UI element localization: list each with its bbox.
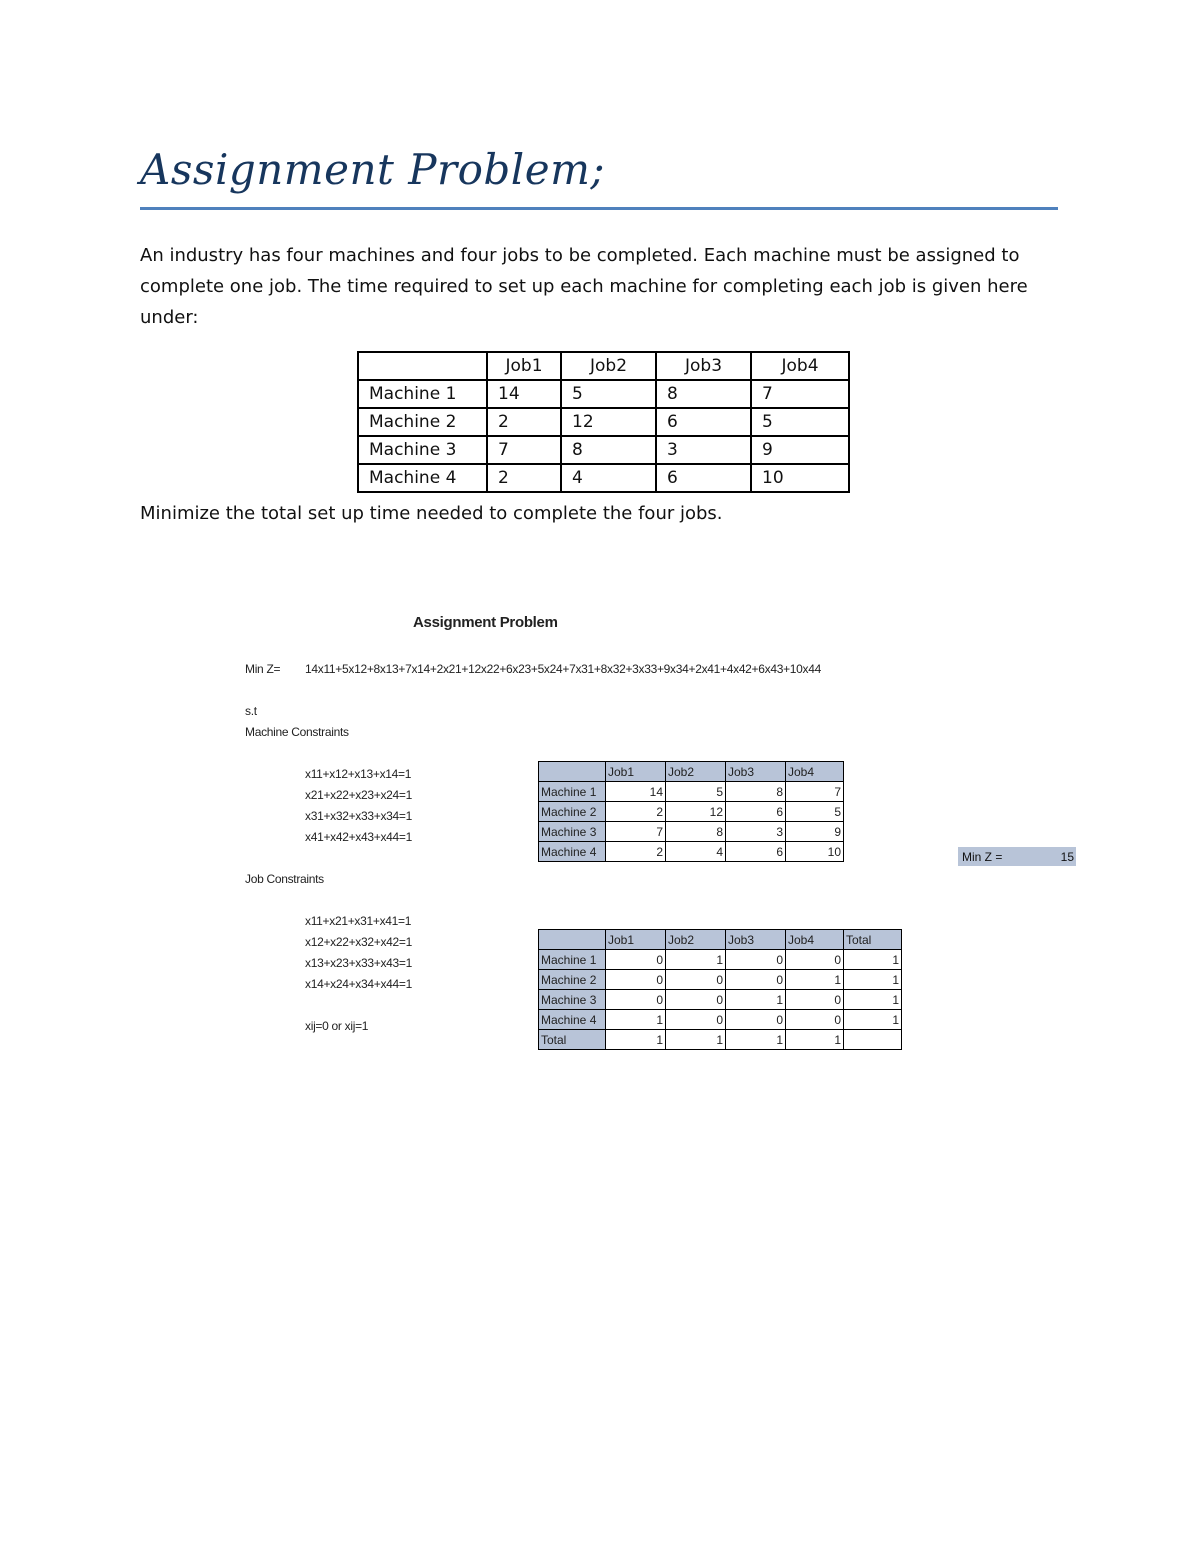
grid-row <box>539 782 844 802</box>
job-constraint: x12+x22+x32+x42=1 <box>305 935 412 949</box>
grid-cell: 1 <box>844 1010 902 1030</box>
table-cell: 5 <box>751 408 849 436</box>
job-constraint: x14+x24+x34+x44=1 <box>305 977 412 991</box>
grid-cell: 1 <box>606 1030 666 1050</box>
grid-cell: 1 <box>786 1030 844 1050</box>
grid-cell: 1 <box>844 990 902 1010</box>
table-cell: 2 <box>487 408 561 436</box>
grid-cell: 0 <box>726 970 786 990</box>
grid-cell: 8 <box>666 822 726 842</box>
grid-cell: 5 <box>786 802 844 822</box>
grid-cell: 0 <box>786 990 844 1010</box>
row-label: Machine 3 <box>358 436 487 464</box>
grid-cell: 0 <box>726 1010 786 1030</box>
grid-row <box>539 1010 902 1030</box>
grid-cell: 0 <box>606 990 666 1010</box>
grid-cell: 8 <box>726 782 786 802</box>
grid-cell: 0 <box>726 950 786 970</box>
table-cell: 7 <box>751 380 849 408</box>
minimize-statement: Minimize the total set up time needed to complete the four jobs. <box>140 503 723 524</box>
grid-header-row <box>539 762 844 782</box>
row-label: Machine 2 <box>358 408 487 436</box>
table-cell: 6 <box>656 464 751 492</box>
objective-label: Min Z= <box>245 662 281 676</box>
assignment-grid <box>538 929 902 1050</box>
grid-cell: 5 <box>666 782 726 802</box>
grid-row <box>539 970 902 990</box>
grid-row <box>539 990 902 1010</box>
table-cell: 6 <box>656 408 751 436</box>
row-label: Machine 4 <box>358 464 487 492</box>
table-row <box>358 464 849 492</box>
table-cell: 10 <box>751 464 849 492</box>
grid-cell: 2 <box>606 802 666 822</box>
machine-constraint: x11+x12+x13+x14=1 <box>305 767 412 781</box>
grid-cell: 9 <box>786 822 844 842</box>
grid-cell: 1 <box>786 970 844 990</box>
table-header-row <box>358 352 849 380</box>
grid-row <box>539 822 844 842</box>
grid-cell: 2 <box>606 842 666 862</box>
cost-grid <box>538 761 844 862</box>
grid-header-cell: Job2 <box>666 930 726 950</box>
table-row <box>358 408 849 436</box>
grid-cell <box>844 1030 902 1050</box>
grid-row-label: Machine 2 <box>539 802 606 822</box>
grid-header-cell: Job1 <box>606 762 666 782</box>
grid-cell: 1 <box>666 950 726 970</box>
grid-cell: 0 <box>786 1010 844 1030</box>
table-cell: 7 <box>487 436 561 464</box>
grid-cell: 0 <box>666 970 726 990</box>
table-row <box>358 380 849 408</box>
grid-row <box>539 950 902 970</box>
table-cell: 8 <box>561 436 656 464</box>
setup-time-table <box>357 351 850 493</box>
machine-constraint: x31+x32+x33+x34=1 <box>305 809 412 823</box>
grid-row <box>539 842 844 862</box>
job-constraint: x11+x21+x31+x41=1 <box>305 914 412 928</box>
table-cell: 2 <box>487 464 561 492</box>
grid-cell: 1 <box>606 1010 666 1030</box>
document-title: Assignment Problem; <box>140 145 606 194</box>
title-underline <box>140 207 1058 210</box>
grid-cell: 0 <box>666 990 726 1010</box>
table-header-cell: Job4 <box>751 352 849 380</box>
grid-cell: 7 <box>606 822 666 842</box>
grid-cell: 14 <box>606 782 666 802</box>
grid-cell: 0 <box>786 950 844 970</box>
min-z-value: 15 <box>1060 850 1074 864</box>
grid-cell: 6 <box>726 842 786 862</box>
grid-row-label: Machine 4 <box>539 1010 606 1030</box>
grid-cell: 0 <box>606 950 666 970</box>
machine-constraint: x21+x22+x23+x24=1 <box>305 788 412 802</box>
table-header-cell <box>358 352 487 380</box>
intro-paragraph: An industry has four machines and four jobs to be completed. Each machine must be assigned to complete one job. The time required to set up each machine for completing each job is given here under: <box>140 245 1028 328</box>
grid-header-cell: Job4 <box>786 762 844 782</box>
job-constraint: x13+x23+x33+x43=1 <box>305 956 412 970</box>
table-cell: 5 <box>561 380 656 408</box>
grid-cell: 1 <box>844 950 902 970</box>
grid-cell: 10 <box>786 842 844 862</box>
job-constraints-label: Job Constraints <box>245 872 324 886</box>
grid-header-cell <box>539 930 606 950</box>
machine-constraints-label: Machine Constraints <box>245 725 349 739</box>
table-header-cell: Job3 <box>656 352 751 380</box>
grid-cell: 0 <box>666 1010 726 1030</box>
grid-header-row <box>539 930 902 950</box>
table-header-cell: Job2 <box>561 352 656 380</box>
grid-cell: 0 <box>606 970 666 990</box>
grid-cell: 1 <box>726 990 786 1010</box>
grid-row <box>539 1030 902 1050</box>
subject-to-label: s.t <box>245 704 257 718</box>
grid-row-label: Machine 1 <box>539 782 606 802</box>
table-header-cell: Job1 <box>487 352 561 380</box>
table-cell: 4 <box>561 464 656 492</box>
grid-header-cell <box>539 762 606 782</box>
grid-header-cell: Job2 <box>666 762 726 782</box>
min-z-label: Min Z = <box>962 850 1003 864</box>
table-cell: 8 <box>656 380 751 408</box>
grid-row-label: Total <box>539 1030 606 1050</box>
grid-header-cell: Job4 <box>786 930 844 950</box>
grid-cell: 12 <box>666 802 726 822</box>
table-cell: 3 <box>656 436 751 464</box>
grid-cell: 1 <box>666 1030 726 1050</box>
grid-row-label: Machine 1 <box>539 950 606 970</box>
table-row <box>358 436 849 464</box>
grid-cell: 1 <box>726 1030 786 1050</box>
table-cell: 14 <box>487 380 561 408</box>
table-cell: 12 <box>561 408 656 436</box>
binary-constraint: xij=0 or xij=1 <box>305 1019 369 1033</box>
grid-cell: 6 <box>726 802 786 822</box>
grid-header-cell: Job1 <box>606 930 666 950</box>
sheet-title: Assignment Problem <box>413 614 558 631</box>
grid-cell: 4 <box>666 842 726 862</box>
grid-cell: 1 <box>844 970 902 990</box>
table-cell: 9 <box>751 436 849 464</box>
grid-cell: 7 <box>786 782 844 802</box>
row-label: Machine 1 <box>358 380 487 408</box>
grid-header-cell: Job3 <box>726 930 786 950</box>
grid-row-label: Machine 3 <box>539 990 606 1010</box>
grid-header-cell: Total <box>844 930 902 950</box>
grid-row-label: Machine 4 <box>539 842 606 862</box>
grid-cell: 3 <box>726 822 786 842</box>
grid-row-label: Machine 2 <box>539 970 606 990</box>
min-z-result <box>958 847 1076 866</box>
grid-row <box>539 802 844 822</box>
objective-function: 14x11+5x12+8x13+7x14+2x21+12x22+6x23+5x24+7x31+8x32+3x33+9x34+2x41+4x42+6x43+10x44 <box>305 662 821 676</box>
grid-row-label: Machine 3 <box>539 822 606 842</box>
grid-header-cell: Job3 <box>726 762 786 782</box>
machine-constraint: x41+x42+x43+x44=1 <box>305 830 412 844</box>
